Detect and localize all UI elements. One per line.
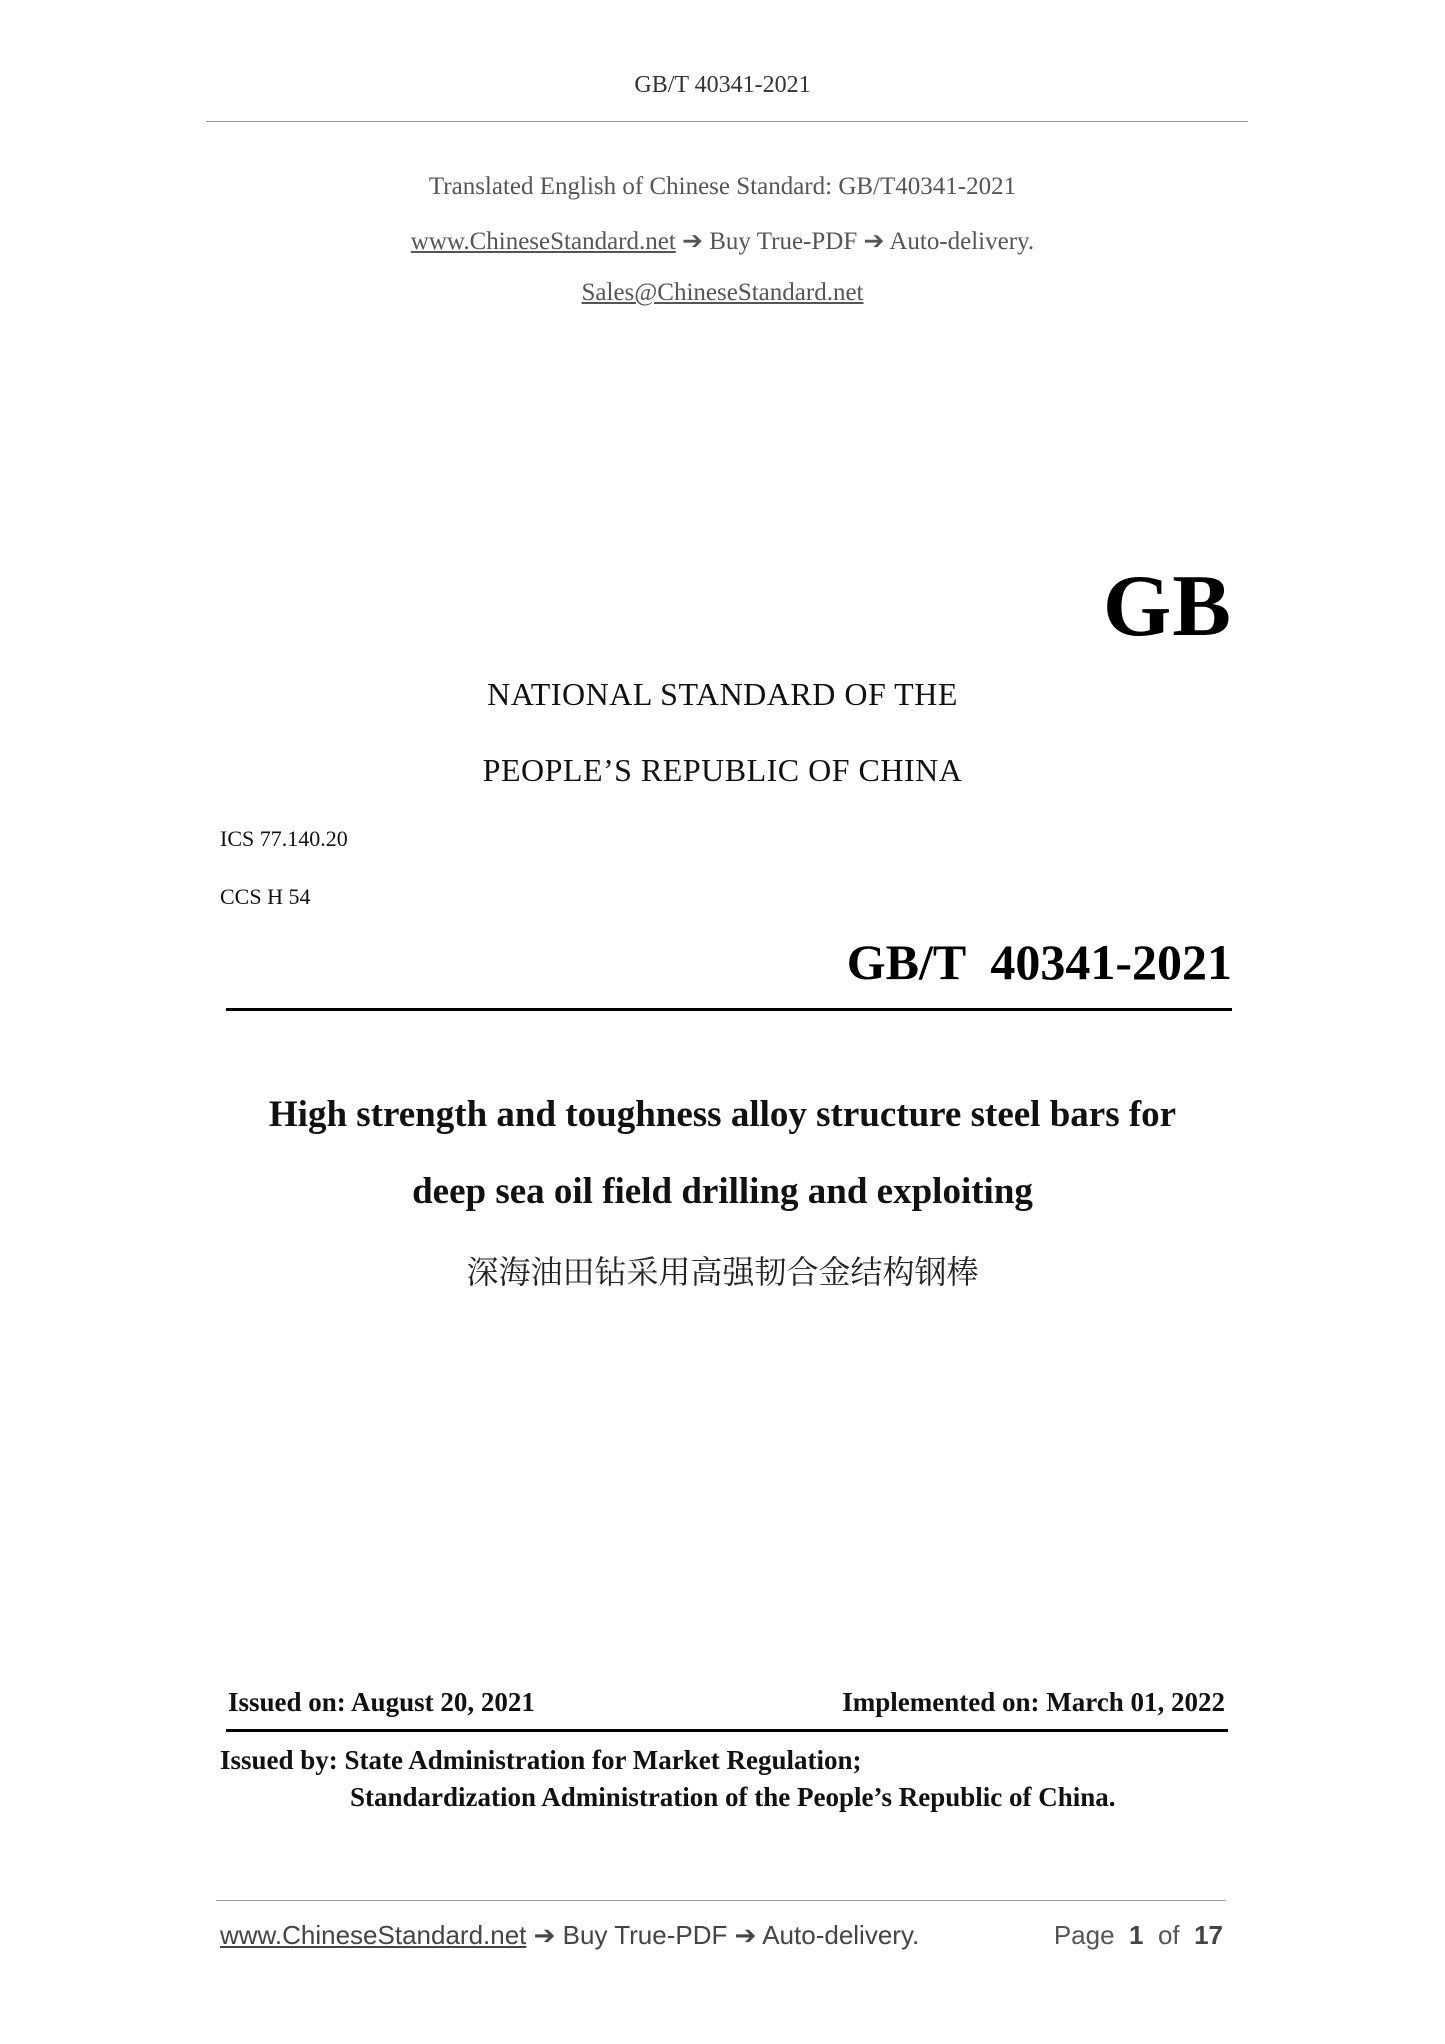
dates-rule bbox=[226, 1729, 1228, 1732]
issued-by-line-2: Standardization Administration of the People’s Republic of China. bbox=[350, 1782, 1116, 1812]
email-line bbox=[0, 279, 1445, 307]
title-english-line-2: deep sea oil field drilling and exploiting bbox=[412, 1171, 1033, 1212]
footer-delivery-text: Auto-delivery. bbox=[762, 1920, 920, 1950]
issued-on-date: Issued on: August 20, 2021 bbox=[228, 1687, 535, 1717]
implemented-on-date: Implemented on: March 01, 2022 bbox=[842, 1687, 1225, 1717]
page-indicator bbox=[1054, 1920, 1223, 1951]
of-label: of bbox=[1157, 1920, 1180, 1950]
standard-number-rule bbox=[226, 1008, 1232, 1011]
purchase-line bbox=[0, 226, 1445, 256]
footer-rule bbox=[216, 1900, 1226, 1901]
footer-buy-text: Buy True-PDF bbox=[562, 1920, 728, 1950]
page-current: 1 bbox=[1129, 1920, 1144, 1950]
sales-email-link[interactable]: Sales@ChineseStandard.net bbox=[581, 279, 864, 306]
arrow-icon: ➔ bbox=[533, 1920, 556, 1950]
website-link[interactable]: www.ChineseStandard.net bbox=[410, 228, 676, 255]
translation-notice: Translated English of Chinese Standard: GB/T40341-2021 bbox=[428, 173, 1017, 200]
footer-purchase-line bbox=[220, 1920, 919, 1951]
buy-true-pdf-text: Buy True-PDF bbox=[709, 228, 858, 255]
arrow-icon: ➔ bbox=[863, 228, 885, 255]
page-total: 17 bbox=[1194, 1920, 1223, 1950]
title-chinese: 深海油田钻采用高强韧合金结构钢棒 bbox=[466, 1253, 979, 1291]
gb-logo: GB bbox=[1102, 558, 1232, 655]
arrow-icon: ➔ bbox=[734, 1920, 757, 1950]
auto-delivery-text: Auto-delivery. bbox=[889, 228, 1035, 255]
country-heading: PEOPLE’S REPUBLIC OF CHINA bbox=[482, 752, 963, 788]
header-rule bbox=[206, 121, 1248, 122]
ccs-code: CCS H 54 bbox=[220, 884, 311, 909]
title-english-line-1: High strength and toughness alloy structure steel bars for bbox=[268, 1094, 1177, 1135]
page-label: Page bbox=[1053, 1920, 1115, 1950]
arrow-icon: ➔ bbox=[682, 228, 703, 255]
ics-code: ICS 77.140.20 bbox=[220, 826, 348, 851]
national-standard-heading: NATIONAL STANDARD OF THE bbox=[487, 676, 958, 712]
issued-by-line-1: Issued by: State Administration for Market Regulation; bbox=[220, 1745, 862, 1775]
standard-number: GB/T 40341-2021 bbox=[846, 934, 1232, 990]
running-header: GB/T 40341-2021 bbox=[634, 72, 811, 98]
footer-website-link[interactable]: www.ChineseStandard.net bbox=[220, 1920, 527, 1950]
